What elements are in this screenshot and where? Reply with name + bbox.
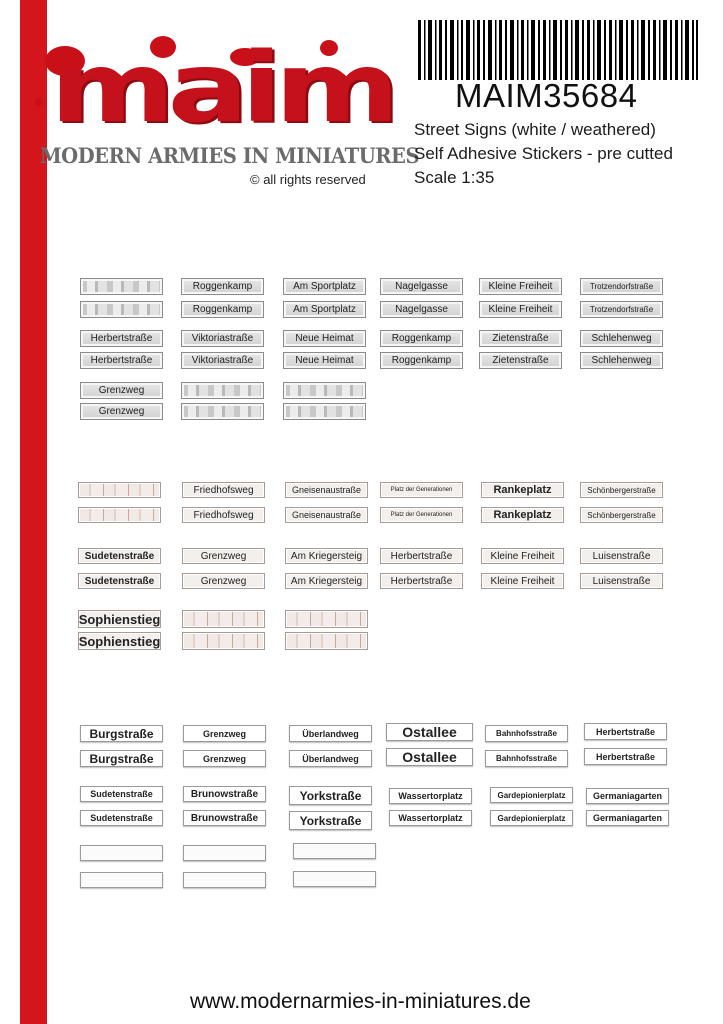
street-sign: Grenzweg (182, 573, 265, 589)
street-sign: Trotzendorfstraße (580, 301, 663, 318)
street-sign: Schönbergerstraße (580, 507, 663, 523)
street-sign: Überlandweg (289, 725, 372, 742)
street-sign: Friedhofsweg (182, 482, 265, 498)
street-sign: Burgstraße (80, 750, 163, 767)
street-sign: Sophienstieg (78, 611, 161, 627)
street-sign: Rankeplatz (481, 507, 564, 523)
street-sign: Herbertstraße (380, 573, 463, 589)
street-sign: Gneisenaustraße (285, 482, 368, 498)
logo-subtitle: MODERN ARMIES IN MINIATURES (40, 143, 420, 168)
street-sign-blank (181, 382, 264, 399)
street-sign-blank (181, 403, 264, 420)
street-sign: Nagelgasse (380, 278, 463, 295)
street-sign-blank (293, 871, 376, 887)
website-url: www.modernarmies-in-miniatures.de (190, 990, 531, 1013)
product-scale: Scale 1:35 (414, 168, 495, 187)
street-sign-blank (78, 507, 161, 523)
street-sign: Germaniagarten (586, 788, 669, 804)
street-sign: Roggenkamp (181, 278, 264, 295)
street-sign-blank (183, 872, 266, 888)
street-sign: Rankeplatz (481, 482, 564, 498)
street-sign: Sudetenstraße (80, 786, 163, 802)
street-sign-blank (80, 872, 163, 888)
street-sign: Wassertorplatz (389, 788, 472, 804)
street-sign: Platz der Generationen (380, 482, 463, 498)
street-sign: Yorkstraße (289, 811, 372, 830)
street-sign: Viktoriastraße (181, 352, 264, 369)
street-sign: Überlandweg (289, 750, 372, 767)
street-sign: Herbertstraße (584, 748, 667, 765)
street-sign: Roggenkamp (380, 352, 463, 369)
street-sign-blank (183, 845, 266, 861)
street-sign-blank (283, 382, 366, 399)
street-sign: Am Sportplatz (283, 301, 366, 318)
street-sign: Schlehenweg (580, 330, 663, 347)
street-sign: Am Kriegersteig (285, 573, 368, 589)
street-sign: Sudetenstraße (78, 573, 161, 589)
street-sign: Sudetenstraße (80, 810, 163, 826)
street-sign: Am Sportplatz (283, 278, 366, 295)
street-sign: Germaniagarten (586, 810, 669, 826)
street-sign: Viktoriastraße (181, 330, 264, 347)
street-sign-blank (78, 482, 161, 498)
street-sign: Wassertorplatz (389, 810, 472, 826)
barcode-icon (418, 20, 698, 80)
street-sign-blank (285, 632, 368, 650)
street-sign-blank (182, 610, 265, 628)
street-sign: Herbertstraße (80, 330, 163, 347)
street-sign: Zietenstraße (479, 352, 562, 369)
street-sign: Gneisenaustraße (285, 507, 368, 523)
street-sign: Herbertstraße (80, 352, 163, 369)
street-sign: Yorkstraße (289, 786, 372, 805)
street-sign: Kleine Freiheit (479, 301, 562, 318)
street-sign: Ostallee (386, 723, 473, 741)
street-sign: Trotzendorfstraße (580, 278, 663, 295)
product-title: Street Signs (white / weathered) (414, 120, 656, 139)
street-sign-blank (285, 610, 368, 628)
logo-wordmark: maim (50, 32, 393, 144)
street-sign: Roggenkamp (181, 301, 264, 318)
street-sign: Burgstraße (80, 725, 163, 742)
street-sign: Roggenkamp (380, 330, 463, 347)
street-sign: Bahnhofsstraße (485, 750, 568, 767)
street-sign-blank (80, 301, 163, 318)
street-sign: Herbertstraße (584, 723, 667, 740)
street-sign: Gardepionierplatz (490, 810, 573, 826)
street-sign-blank (182, 632, 265, 650)
street-sign: Gardepionierplatz (490, 787, 573, 803)
street-sign: Nagelgasse (380, 301, 463, 318)
street-sign: Grenzweg (183, 750, 266, 767)
street-sign: Kleine Freiheit (479, 278, 562, 295)
street-sign: Luisenstraße (580, 573, 663, 589)
street-sign-blank (293, 843, 376, 859)
street-sign: Kleine Freiheit (481, 573, 564, 589)
copyright-text: © all rights reserved (250, 172, 366, 187)
street-sign: Bahnhofsstraße (485, 725, 568, 742)
street-sign: Luisenstraße (580, 548, 663, 564)
product-code: MAIM35684 (455, 77, 638, 114)
street-sign-blank (80, 278, 163, 295)
street-sign: Herbertstraße (380, 548, 463, 564)
street-sign: Am Kriegersteig (285, 548, 368, 564)
street-sign: Schönbergerstraße (580, 482, 663, 498)
street-sign-blank (80, 845, 163, 861)
street-sign: Grenzweg (80, 382, 163, 399)
street-sign: Kleine Freiheit (481, 548, 564, 564)
product-info (414, 118, 673, 190)
street-sign: Ostallee (386, 748, 473, 766)
street-sign: Platz der Generationen (380, 507, 463, 523)
street-sign: Schlehenweg (580, 352, 663, 369)
street-sign: Sudetenstraße (78, 548, 161, 564)
street-sign: Sophienstieg (78, 633, 161, 649)
product-description: Self Adhesive Stickers - pre cutted (414, 144, 673, 163)
street-sign-blank (283, 403, 366, 420)
street-sign: Grenzweg (182, 548, 265, 564)
street-sign: Brunowstraße (183, 786, 266, 802)
street-sign: Brunowstraße (183, 810, 266, 826)
street-sign: Zietenstraße (479, 330, 562, 347)
street-sign: Friedhofsweg (182, 507, 265, 523)
street-sign: Grenzweg (183, 725, 266, 742)
street-sign: Grenzweg (80, 403, 163, 420)
street-sign: Neue Heimat (283, 330, 366, 347)
street-sign: Neue Heimat (283, 352, 366, 369)
